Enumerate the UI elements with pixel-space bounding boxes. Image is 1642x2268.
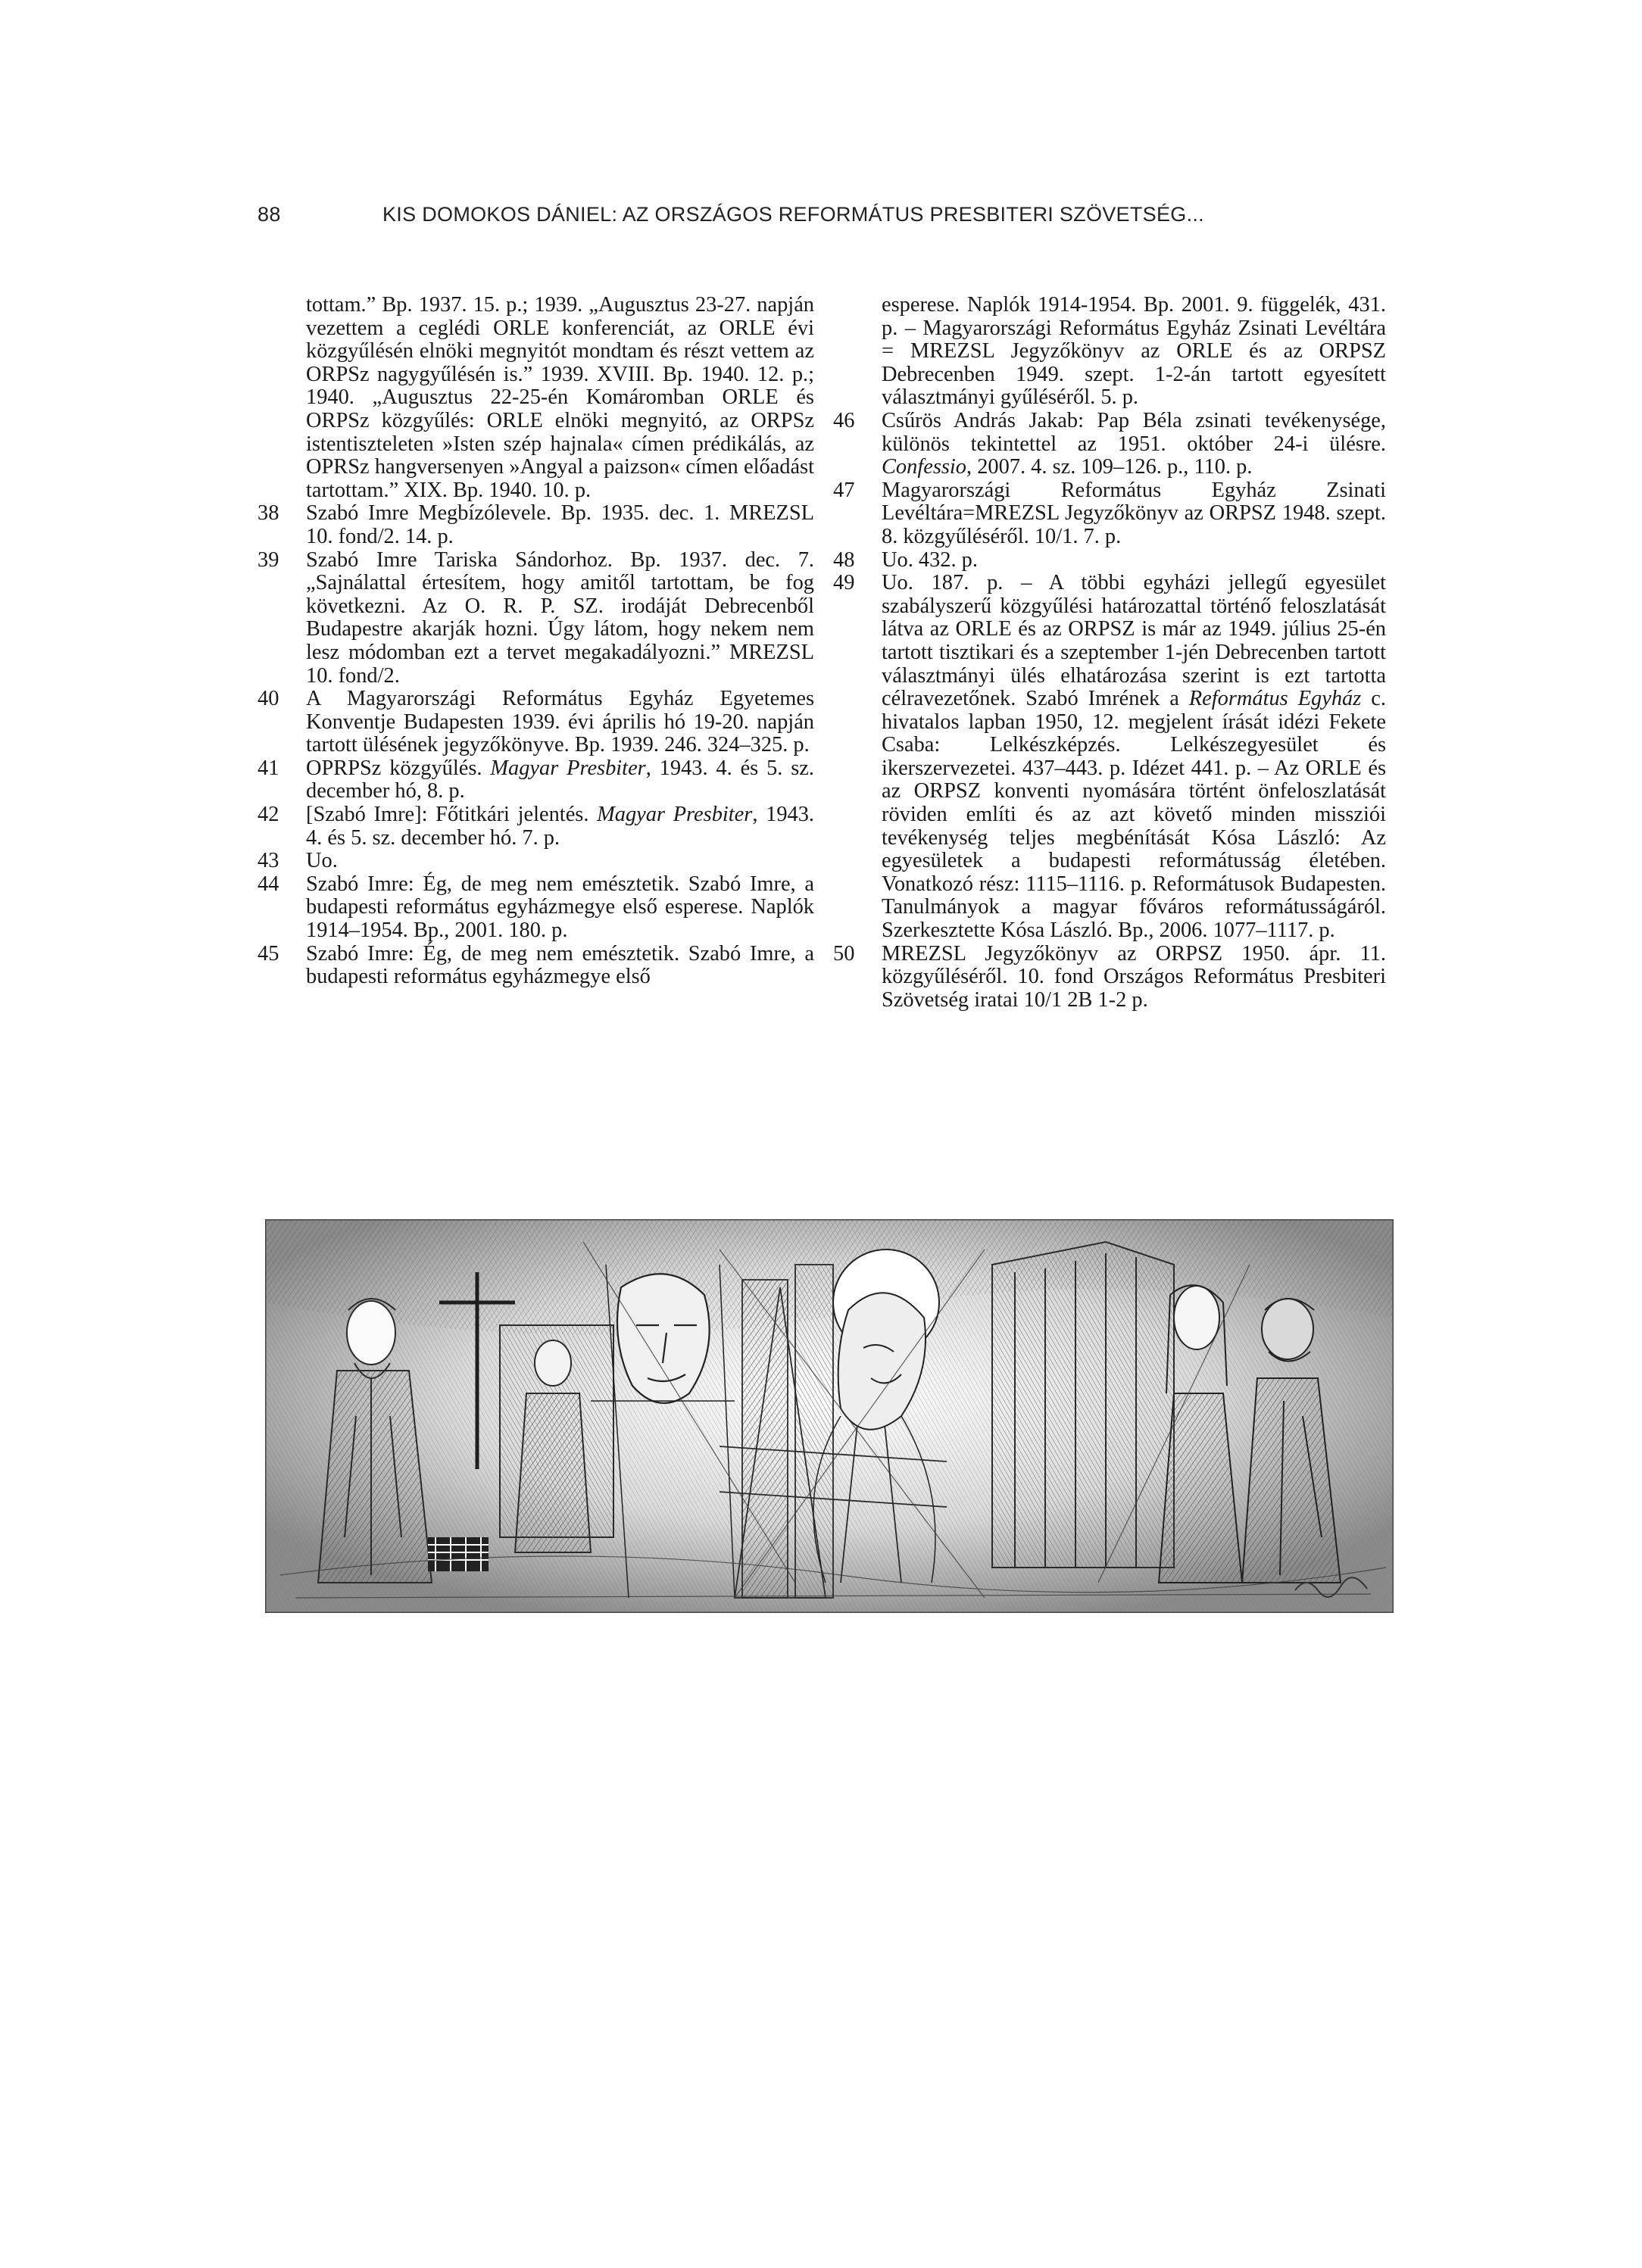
running-title: KIS DOMOKOS DÁNIEL: AZ ORSZÁGOS REFORMÁTUS PRESBITERI SZÖVETSÉG...	[382, 203, 1204, 226]
footnote-continuation	[258, 294, 814, 502]
footnote-text-part: , 1943. 4. és 5. sz. december hó. 7. p.	[306, 803, 814, 850]
footnote-text: tottam.” Bp. 1937. 15. p.; 1939. „Augusztus 23-27. napján vezettem a ceglédi ORLE konferenciát, az ORLE évi közgyűlésén elnöki megnyitót mondtam és részt vettem az ORPSz nagygyűlésén is.” 1939. XVIII. Bp. 1940. 12. p.; 1940. „Augusztus 22-25-én Komáromban ORLE és ORPSz közgyűlés: ORLE elnöki megnyitó, az ORPSz istentiszteleten »Isten szép hajnala« címen prédikálás, az OPRSz hangversenyen »Angyal a paizson« címen előadást tartottam.” XIX. Bp. 1940. 10. p.	[306, 293, 814, 502]
footnote-text-part: [Szabó Imre]: Főtitkári jelentés.	[306, 803, 598, 827]
footnote-number: 50	[833, 941, 855, 966]
footnote-text-part: Csűrös András Jakab: Pap Béla zsinati tevékenysége, különös tekintettel az 1951. október 24-i ülésre.	[882, 408, 1386, 456]
footnote-number: 43	[258, 849, 279, 873]
journal-title: Magyar Presbiter	[490, 756, 646, 780]
footnote-text: Szabó Imre Tariska Sándorhoz. Bp. 1937. dec. 7. „Sajnálattal értesítem, hogy amitől tartottam, be fog következni. Az O. R. P. SZ. irodáját Debrecenből Budapestre akarják hozni. Úgy látom, hogy nekem nem lesz módomban ezt a tervet megakadályozni.” MREZSL 10. fond/2.	[306, 548, 814, 688]
footnote-number: 49	[833, 571, 855, 595]
footnotes-right-column	[833, 294, 1386, 1012]
footnote-49	[833, 572, 1386, 943]
standing-figure-center-left	[500, 1325, 613, 1552]
footnote-text: Uo.	[306, 849, 338, 873]
footnote-text-part: c. hivatalos lapban 1950, 12. megjelent írását idézi Fekete Csaba: Lelkészképzés. Lelkészegyesület és ikerszervezetei. 437–443. p. Idézet 441. p. – Az ORLE és az ORPSZ konventi nyomására történt önfeloszlatását röviden említi és az azt követő minden missziói tevékenység teljes megbénítását Kósa László: Az egyesületek a budapesti reformátusság életében. Vonatkozó rész: 1115–1116. p. Reformátusok Budapesten. Tanulmányok a magyar főváros reformátusságáról. Szerkesztette Kósa László. Bp., 2006. 1077–1117. p.	[882, 687, 1386, 943]
page-header	[258, 203, 1394, 233]
footnote-text-part: , 2007. 4. sz. 109–126. p., 110. p.	[966, 455, 1253, 479]
footnote-48	[833, 549, 1386, 572]
footnote-text	[306, 803, 814, 850]
footnote-38	[258, 502, 814, 548]
footnote-text: Magyarországi Református Egyház Zsinati Levéltára=MREZSL Jegyzőkönyv az ORPSZ 1948. szept. 8. közgyűléséről. 10/1. 7. p.	[882, 478, 1386, 548]
footnote-text: Szabó Imre Megbízólevele. Bp. 1935. dec. 1. MREZSL 10. fond/2. 14. p.	[306, 501, 814, 548]
footnote-number: 39	[258, 548, 279, 572]
footnote-text: Szabó Imre: Ég, de meg nem emésztetik. Szabó Imre, a budapesti református egyházmegye első esperese. Naplók 1914–1954. Bp., 2001. 180. p.	[306, 872, 814, 943]
footnote-text-part: OPRPSz közgyűlés.	[306, 756, 491, 780]
journal-title: Confessio	[882, 455, 966, 479]
building-structure	[992, 1242, 1174, 1568]
footnote-text: Uo. 432. p.	[882, 548, 978, 572]
publication-title: Református Egyház	[1188, 687, 1362, 711]
footnote-43	[258, 850, 814, 873]
footnote-39	[258, 549, 814, 688]
footnote-46	[833, 410, 1386, 479]
footnote-41	[258, 757, 814, 803]
footnote-text-part: , 1943. 4. és 5. sz. december hó, 8. p.	[306, 756, 814, 803]
footnote-text: esperese. Naplók 1914-1954. Bp. 2001. 9. függelék, 431. p. – Magyarországi Református Egyház Zsinati Levéltára = MREZSL Jegyzőkönyv az ORLE és az ORPSZ Debrecenben 1949. szept. 1-2-án tartott egyesített választmányi gyűléséről. 5. p.	[882, 293, 1386, 410]
footnote-number: 48	[833, 548, 855, 572]
footnote-text: A Magyarországi Református Egyház Egyetemes Konventje Budapesten 1939. évi április hó 19-20. napján tartott ülésének jegyzőkönyve. Bp. 1939. 246. 324–325. p.	[306, 687, 814, 757]
footnote-number: 45	[258, 941, 279, 966]
footnote-text	[882, 572, 1386, 943]
footnote-47	[833, 479, 1386, 549]
etching-illustration	[265, 1219, 1394, 1613]
footnote-number: 40	[258, 687, 279, 711]
footnote-42	[258, 803, 814, 850]
checkered-floor	[428, 1537, 489, 1571]
journal-title: Magyar Presbiter	[597, 803, 753, 827]
footnote-continuation	[833, 294, 1386, 410]
footnote-number: 46	[833, 408, 855, 432]
footnote-text: Szabó Imre: Ég, de meg nem emésztetik. Szabó Imre, a budapesti református egyházmegye első	[306, 941, 814, 989]
footnote-44	[258, 873, 814, 943]
footnote-45	[258, 943, 814, 989]
footnote-number: 41	[258, 756, 279, 780]
footnote-number: 47	[833, 478, 855, 502]
page-number: 88	[258, 203, 281, 226]
footnote-number: 44	[258, 872, 279, 896]
footnote-text	[306, 757, 814, 803]
footnote-40	[258, 688, 814, 757]
footnote-number: 42	[258, 803, 279, 827]
footnote-text: MREZSL Jegyzőkönyv az ORPSZ 1950. ápr. 11. közgyűléséről. 10. fond Országos Református Presbiteri Szövetség iratai 10/1 2B 1-2 p.	[882, 941, 1386, 1012]
footnote-text-part: Uo. 187. p. – A többi egyházi jellegű egyesület szabályszerű közgyűlési határozattal történő feloszlatását látva az ORLE és az ORPSZ is már az 1949. július 25-én tartott tisztikari és a szeptember 1-jén Debrecenben tartott választmányi ülés elhatározása szerint is ezt tartotta célravezetőnek. Szabó Imrének a	[882, 571, 1386, 711]
etching-drawing	[265, 1219, 1394, 1613]
footnote-number: 38	[258, 501, 279, 526]
footnote-50	[833, 943, 1386, 1012]
footnotes-left-column	[258, 294, 814, 989]
footnote-text	[882, 410, 1386, 479]
